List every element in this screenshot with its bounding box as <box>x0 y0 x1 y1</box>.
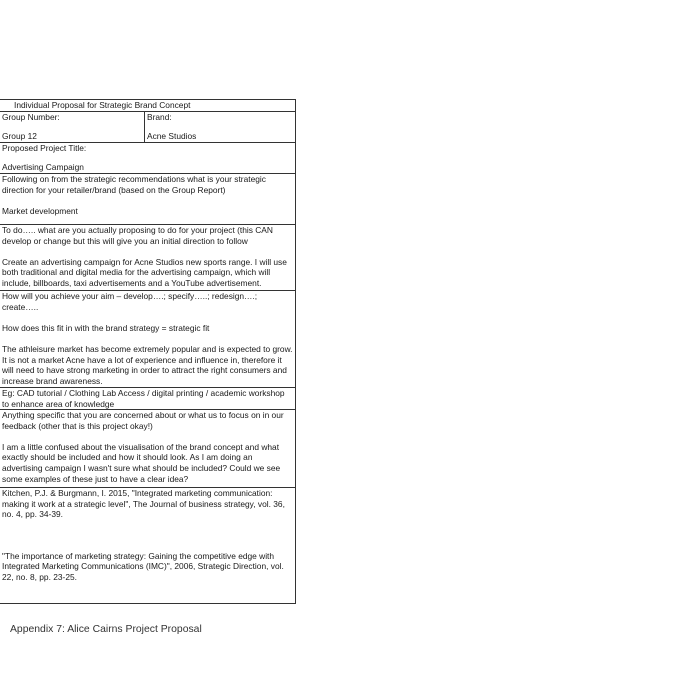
form-title <box>0 100 295 111</box>
example-row <box>0 387 295 409</box>
reference-2: "The importance of marketing strategy: Gaining the competitive edge with Integrated Marketing Communications (IMC)", 2006, Strategic Direction, vol. 22, no. 8, pp. 23-25. <box>2 550 287 582</box>
how-prompt: How will you achieve your aim – develop….; specify…..; redesign….; create….. <box>2 291 260 312</box>
proposal-form <box>0 99 296 604</box>
strategic-fit-prompt: How does this fit in with the brand strategy = strategic fit <box>2 322 210 333</box>
group-number-cell <box>0 112 145 142</box>
strategic-fit-answer: The athleisure market has become extremely popular and is expected to grow. It is not a market Acne have a lot of experience and influence in, therefore it will need to have strong marketing in order to attract the right consumers and increase brand awareness. <box>2 343 295 386</box>
group-number-value: Group 12 <box>2 131 37 142</box>
brand-cell <box>145 112 295 142</box>
project-title-value: Advertising Campaign <box>2 162 84 173</box>
example-prompt: Eg: CAD tutorial / Clothing Lab Access / digital printing / academic workshop to enhance area of knowledge <box>2 388 287 409</box>
todo-answer: Create an advertising campaign for Acne Studios new sports range. I will use both traditional and digital media for the advertising campaign, which will include, billboards, taxi advertisements and a YouTube advertisement. <box>2 256 290 288</box>
form-title-text: Individual Proposal for Strategic Brand Concept <box>14 100 191 110</box>
group-number-label: Group Number: <box>2 112 60 122</box>
todo-row <box>0 224 295 290</box>
project-title-label: Proposed Project Title: <box>2 143 87 153</box>
strategic-direction-prompt: Following on from the strategic recommendations what is your strategic direction for your retailer/brand (based on the Group Report) <box>2 174 269 195</box>
how-row <box>0 290 295 387</box>
brand-value: Acne Studios <box>147 131 197 142</box>
concerns-answer: I am a little confused about the visualisation of the brand concept and what exactly should be included and how it should look. As I am doing an advertising campaign I wasn't sure what should be included? Could we see some examples of these just to have a clear idea? <box>2 441 283 484</box>
group-brand-row <box>0 111 295 142</box>
strategic-direction-row <box>0 173 295 224</box>
references-row <box>0 487 295 603</box>
todo-prompt: To do….. what are you actually proposing to do for your project (this CAN develop or change but this will give you an initial direction to follow <box>2 225 276 246</box>
appendix-caption: Appendix 7: Alice Cairns Project Proposal <box>10 624 202 635</box>
strategic-direction-answer: Market development <box>2 205 78 216</box>
project-title-row <box>0 142 295 173</box>
reference-1: Kitchen, P.J. & Burgmann, I. 2015, "Integrated marketing communication: making it work at a strategic level", The Journal of business strategy, vol. 36, no. 4, pp. 34-39. <box>2 488 288 520</box>
concerns-row <box>0 409 295 487</box>
concerns-prompt: Anything specific that you are concerned about or what us to focus on in our feedback (other that is this project okay!) <box>2 410 286 431</box>
brand-label: Brand: <box>147 112 172 122</box>
